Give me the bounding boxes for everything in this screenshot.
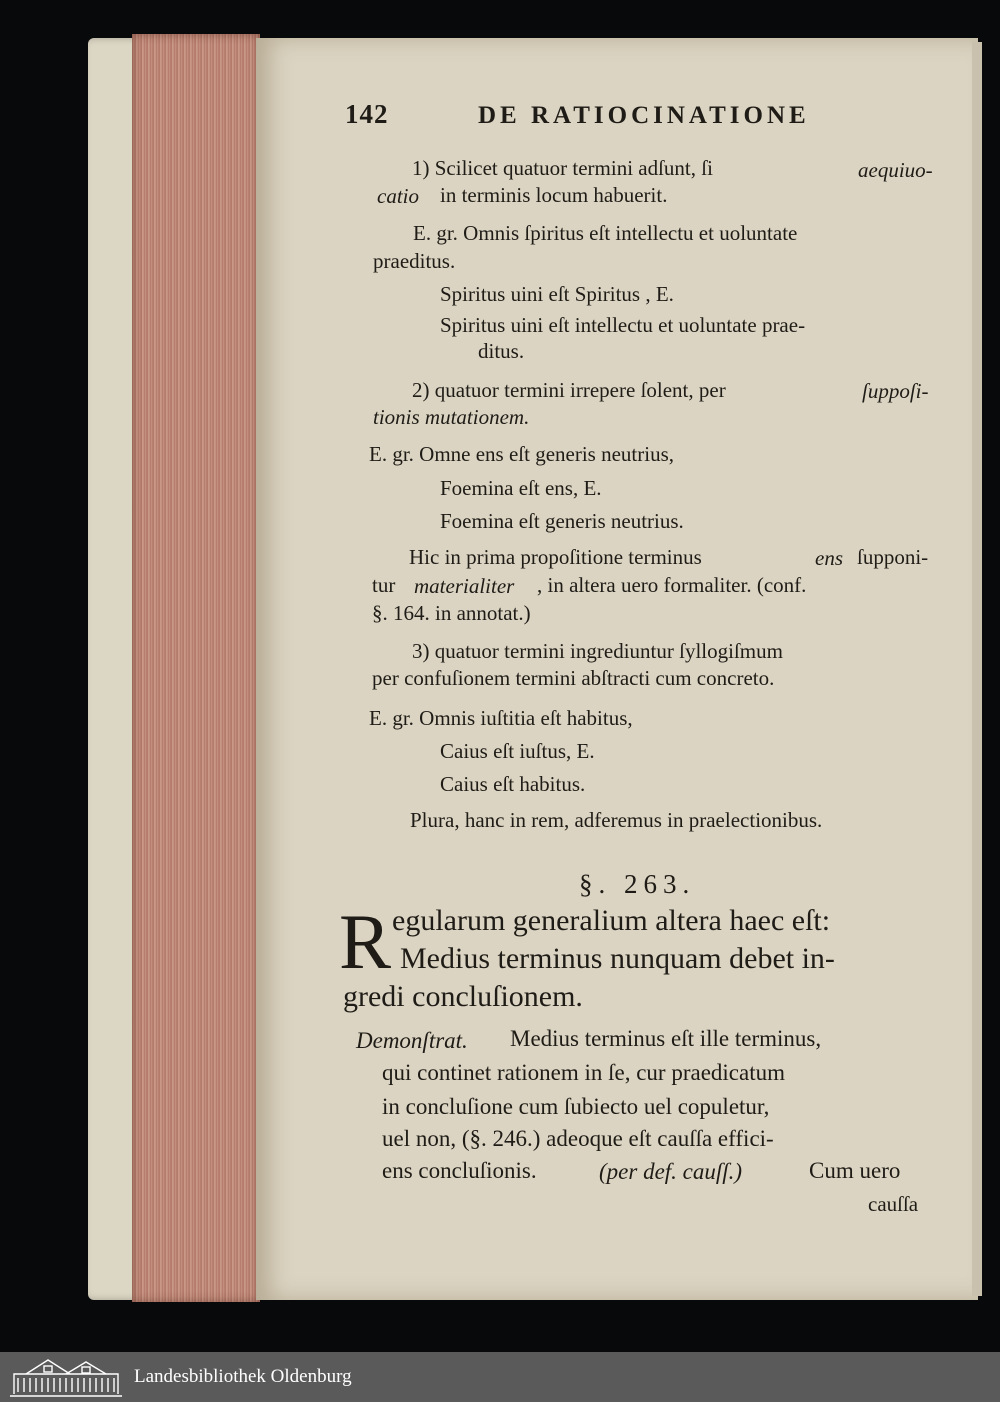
rule-text-line: Medius terminus nunquam debet in- xyxy=(400,942,835,975)
text-line-italic: aequiuo- xyxy=(858,158,933,182)
text-line: §. 164. in annotat.) xyxy=(372,601,531,625)
demonstration-line: Cum uero xyxy=(809,1158,901,1183)
rule-text-line: gredi concluſionem. xyxy=(343,980,583,1013)
demonstration-citation: (per def. cauſſ.) xyxy=(599,1159,743,1184)
text-line: Foemina eſt ens, E. xyxy=(440,476,602,500)
text-line: ditus. xyxy=(478,339,525,363)
demonstration-line: in concluſione cum ſubiecto uel copuletur, xyxy=(382,1094,770,1119)
text-line-italic: ſuppoſi- xyxy=(862,379,929,403)
rule-text-line: egularum generalium altera haec eſt: xyxy=(392,904,831,937)
text-line: E. gr. Omnis ſpiritus eſt intellectu et uoluntate xyxy=(413,221,798,245)
text-line: tur xyxy=(372,573,396,597)
text-line: Hic in prima propoſitione terminus xyxy=(409,545,702,569)
demonstration-line: Medius terminus eſt ille terminus, xyxy=(510,1026,822,1051)
text-line: Spiritus uini eſt intellectu et uoluntate prae- xyxy=(440,313,806,337)
page-number: 142 xyxy=(345,99,389,129)
library-name: Landesbibliothek Oldenburg xyxy=(134,1366,352,1387)
text-line: Spiritus uini eſt Spiritus , E. xyxy=(440,282,674,306)
running-title: DE RATIOCINATIONE xyxy=(478,102,810,129)
text-line-italic: catio xyxy=(377,184,419,208)
text-line: in terminis locum habuerit. xyxy=(440,183,668,207)
catchword: cauſſa xyxy=(868,1192,919,1216)
demonstration-line: ens concluſionis. xyxy=(382,1158,537,1183)
footer-bar xyxy=(0,1352,1000,1402)
text-line-italic: ens xyxy=(815,546,843,570)
text-line: Foemina eſt generis neutrius. xyxy=(440,509,684,533)
text-line: ſupponi- xyxy=(857,545,929,569)
text-line: Caius eſt iuſtus, E. xyxy=(440,739,595,763)
text-line: 3) quatuor termini ingrediuntur ſyllogiſmum xyxy=(412,639,783,663)
text-line: 1) Scilicet quatuor termini adſunt, ſi xyxy=(412,156,713,180)
text-line: Plura, hanc in rem, adferemus in praelectionibus. xyxy=(410,808,823,832)
text-line-italic: tionis mutationem. xyxy=(373,405,530,429)
section-number: §. 263. xyxy=(579,869,696,899)
page-fold xyxy=(972,42,982,1296)
text-line: , in altera uero formaliter. (conf. xyxy=(537,573,807,597)
text-line: 2) quatuor termini irrepere ſolent, per xyxy=(412,378,726,402)
text-line: Caius eſt habitus. xyxy=(440,772,586,796)
library-building-icon xyxy=(8,1356,124,1398)
text-line: praeditus. xyxy=(373,249,456,273)
demonstration-label: Demonſtrat. xyxy=(356,1028,468,1053)
text-line: E. gr. Omne ens eſt generis neutrius, xyxy=(369,442,675,466)
demonstration-line: qui continet rationem in ſe, cur praedicatum xyxy=(382,1060,785,1085)
text-line-italic: materialiter xyxy=(414,574,515,598)
text-line: E. gr. Omnis iuſtitia eſt habitus, xyxy=(369,706,633,730)
page-edges xyxy=(132,34,260,1302)
demonstration-line: uel non, (§. 246.) adeoque eſt cauſſa effici- xyxy=(382,1126,774,1151)
drop-capital: R xyxy=(339,898,392,985)
text-line: per confuſionem termini abſtracti cum concreto. xyxy=(372,666,775,690)
